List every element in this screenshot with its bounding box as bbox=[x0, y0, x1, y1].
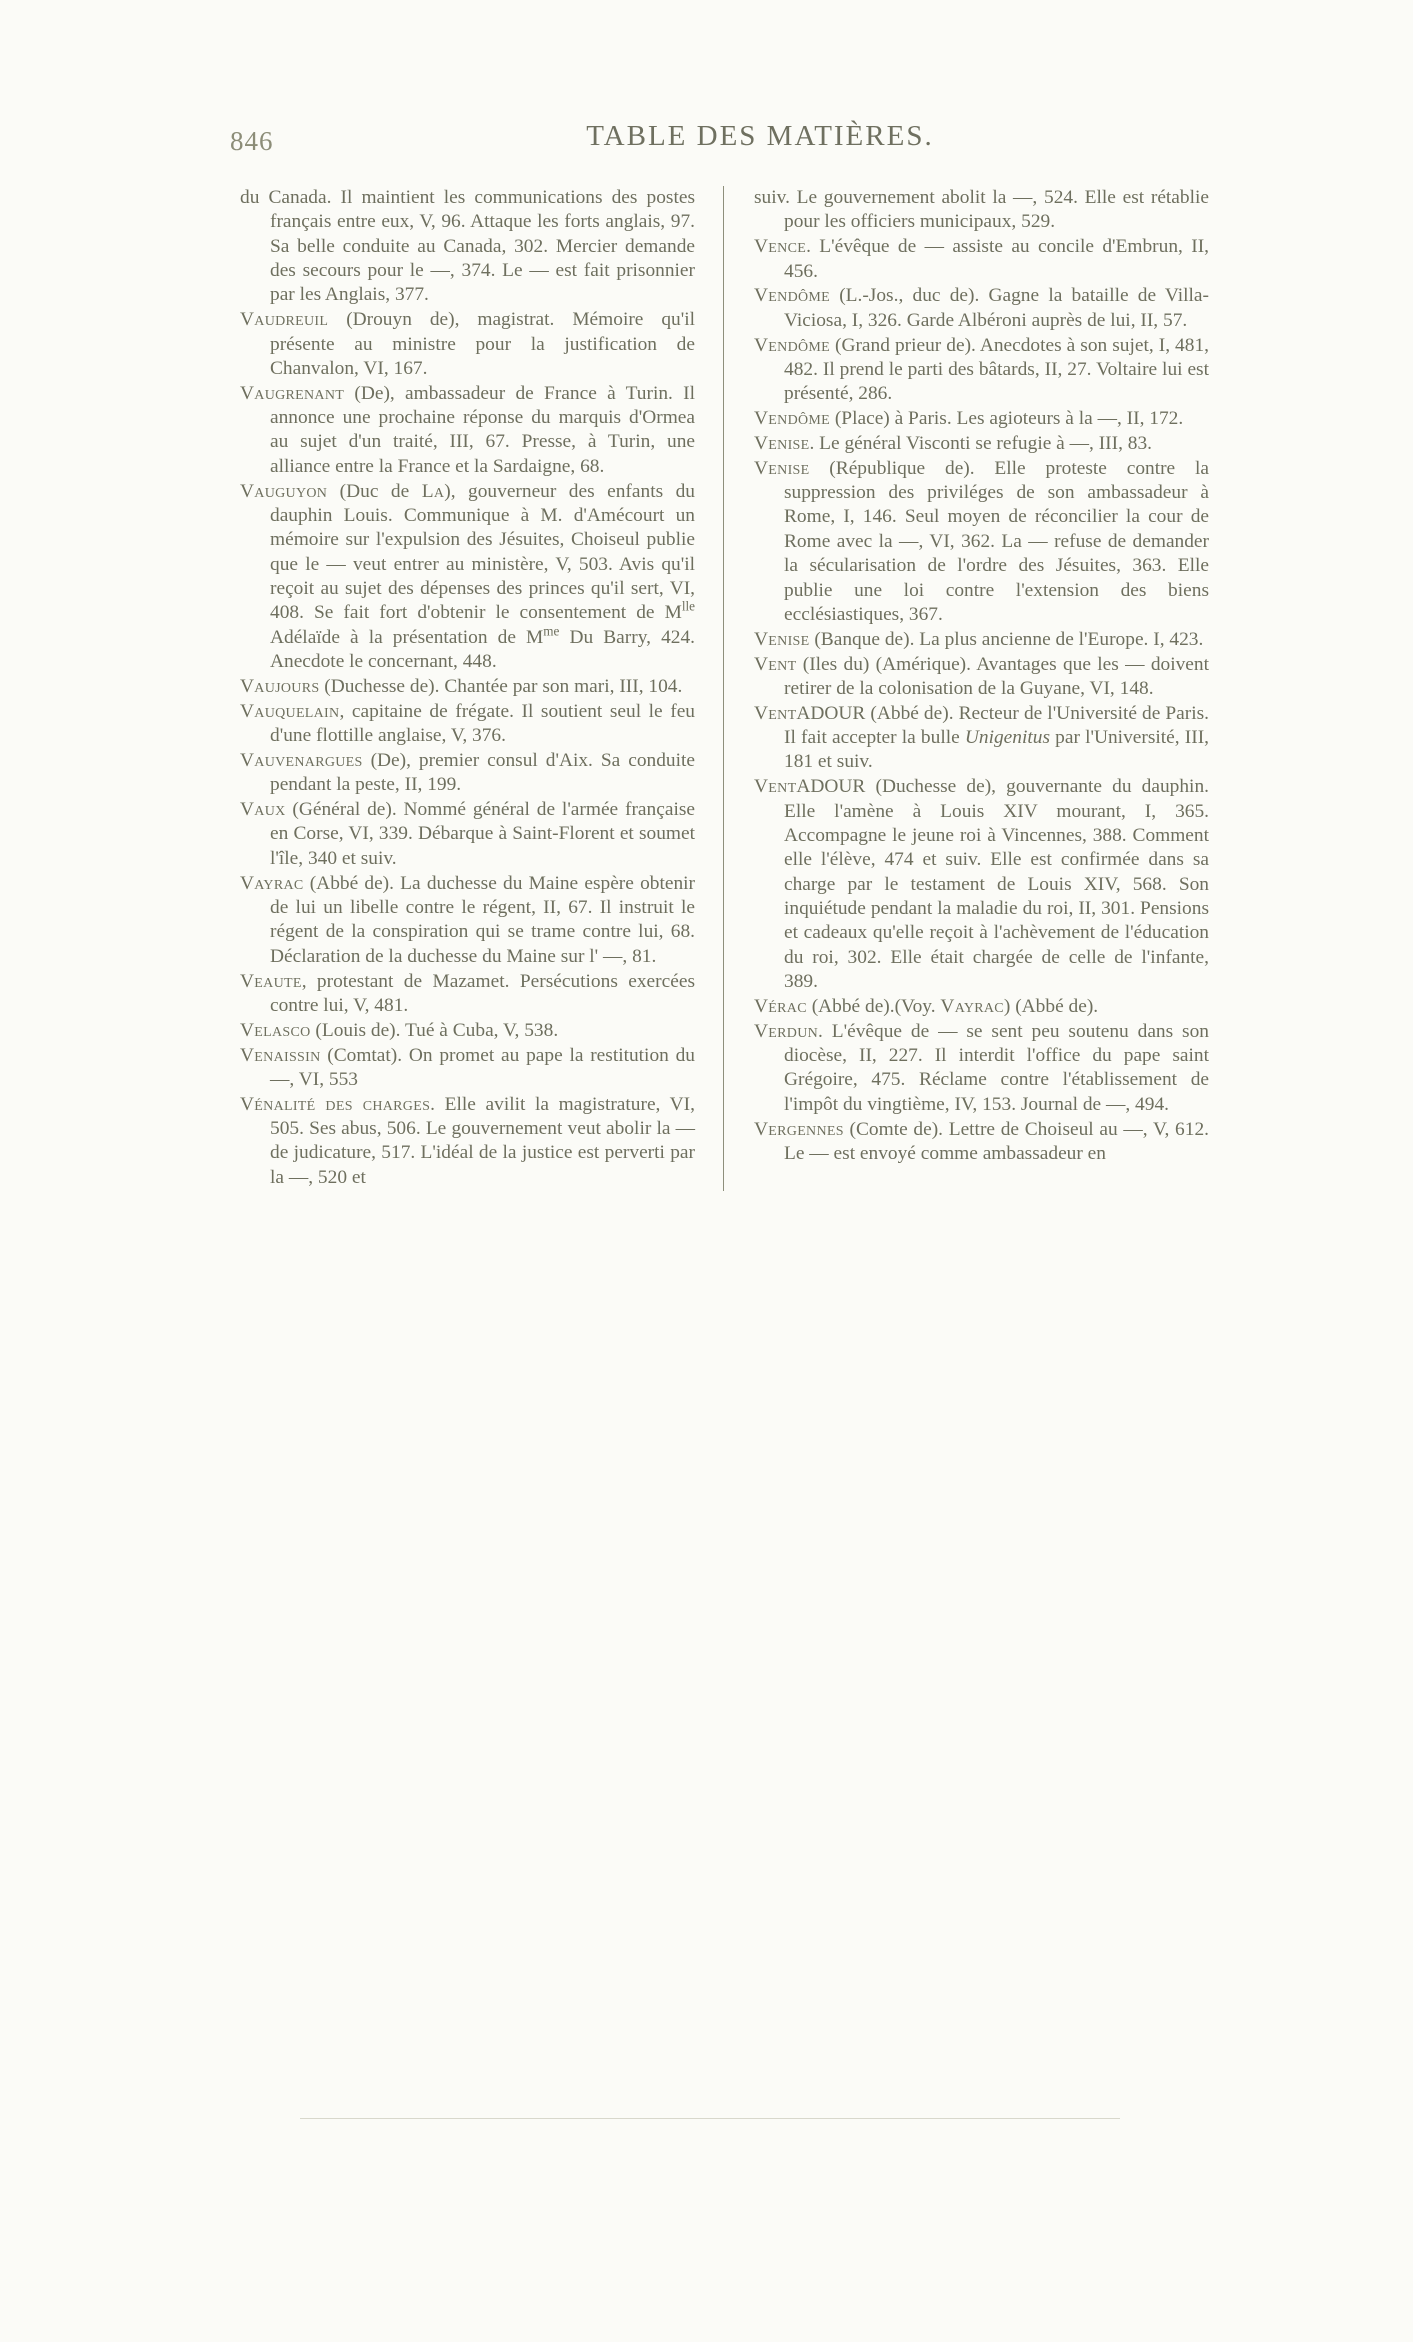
index-entry: Vaujours (Duchesse de). Chantée par son mari, III, 104. bbox=[240, 675, 683, 697]
index-entry: Vayrac (Abbé de). La duchesse du Maine espère obtenir de lui un libelle contre le régent, II, 67. Il instruit le régent de la conspiration qui se trame contre lui, 68. Déclaration de la duchesse du Maine sur l' —, 81. bbox=[240, 872, 695, 967]
index-entry: Venise (Banque de). La plus ancienne de l'Europe. I, 423. bbox=[754, 628, 1204, 650]
page-body bbox=[230, 120, 1240, 1191]
index-entry: VentADOUR (Abbé de). Recteur de l'Université de Paris. Il fait accepter la bulle Unigenitus par l'Université, III, 181 et suiv. bbox=[754, 702, 1209, 773]
index-entry: Vendôme (Place) à Paris. Les agioteurs à la —, II, 172. bbox=[754, 408, 1184, 430]
index-entry: Velasco (Louis de). Tué à Cuba, V, 538. bbox=[240, 1019, 559, 1041]
index-entry: Vergennes (Comte de). Lettre de Choiseul au —, V, 612. Le — est envoyé comme ambassadeur en bbox=[754, 1118, 1209, 1164]
index-entry: VentADOUR (Duchesse de), gouvernante du dauphin. Elle l'amène à Louis XIV mourant, I, 365. Accompagne le jeune roi à Vincennes, 388. Comment elle l'élève, 474 et suiv. Elle est confirmée dans sa charge par le testament de Louis XIV, 568. Son inquiétude pendant la maladie du roi, II, 301. Pensions et cadeaux qu'elle reçoit à l'achèvement de l'éducation du roi, 302. Elle était chargée de celle de l'infante, 389. bbox=[754, 776, 1209, 992]
right-column bbox=[724, 186, 1209, 1167]
index-entry: Vence. L'évêque de — assiste au concile d'Embrun, II, 456. bbox=[754, 236, 1209, 282]
index-entry: Vérac (Abbé de).(Voy. Vayrac) (Abbé de). bbox=[754, 995, 1099, 1017]
index-entry: Vaudreuil (Drouyn de), magistrat. Mémoire qu'il présente au ministre pour la justification de Chanvalon, VI, 167. bbox=[240, 309, 695, 379]
page-header bbox=[230, 120, 1240, 160]
index-entry: Venaissin (Comtat). On promet au pape la restitution du —, VI, 553 bbox=[240, 1044, 695, 1090]
running-head: TABLE DES MATIÈRES. bbox=[586, 120, 934, 152]
index-entry: Vauvenargues (De), premier consul d'Aix. Sa conduite pendant la peste, II, 199. bbox=[240, 749, 695, 796]
folio-number: 846 bbox=[230, 126, 274, 156]
index-entry: Vaugrenant (De), ambassadeur de France à Turin. Il annonce une prochaine réponse du marquis d'Ormea au sujet d'un traité, III, 67. Presse, à Turin, une alliance entre la France et la Sardaigne, 68. bbox=[240, 382, 695, 477]
index-entry: Vaux (Général de). Nommé général de l'armée française en Corse, VI, 339. Débarque à Saint-Florent et soumet l'île, 340 et suiv. bbox=[240, 799, 695, 869]
page-bottom-rule bbox=[300, 2118, 1120, 2119]
index-entry: Vauguyon (Duc de La), gouverneur des enfants du dauphin Louis. Communique à M. d'Amécourt un mémoire sur l'expulsion des Jésuites, Choiseul publie que le — veut entrer au ministère, V, 503. Avis qu'il reçoit au sujet des dépenses des princes qu'il sert, VI, 408. Se fait fort d'obtenir le consentement de $M^{lle}$ Adélaïde à la présentation de $M^{me}$ Du Barry, 424. Anecdote le concernant, 448. bbox=[240, 480, 695, 673]
index-entry: Venise (République de). Elle proteste contre la suppression des priviléges de son ambassadeur à Rome, I, 146. Seul moyen de réconcilier la cour de Rome avec la —, VI, 362. La — refuse de demander la sécularisation de l'ordre des Jésuites, 363. Elle publie une loi contre l'extension des biens ecclésiastiques, 367. bbox=[754, 457, 1209, 625]
index-entry: Vendôme (L.-Jos., duc de). Gagne la bataille de Villa-Viciosa, I, 326. Garde Albéroni auprès de lui, II, 57. bbox=[754, 285, 1209, 331]
two-column-layout bbox=[240, 186, 1240, 1191]
index-entry: du Canada. Il maintient les communications des postes français entre eux, V, 96. Attaque les forts anglais, 97. Sa belle conduite au Canada, 302. Mercier demande des secours pour le —, 374. Le — est fait prisonnier par les Anglais, 377. bbox=[240, 187, 695, 306]
index-entry: Vénalité des charges. Elle avilit la magistrature, VI, 505. Ses abus, 506. Le gouvernement veut abolir la — de judicature, 517. L'idéal de la justice est perverti par la —, 520 et bbox=[240, 1093, 695, 1188]
index-entry: Vendôme (Grand prieur de). Anecdotes à son sujet, I, 481, 482. Il prend le parti des bâtards, II, 27. Voltaire lui est présenté, 286. bbox=[754, 334, 1209, 405]
index-entry: Vent (Iles du) (Amérique). Avantages que les — doivent retirer de la colonisation de la Guyane, VI, 148. bbox=[754, 653, 1209, 699]
left-column bbox=[240, 186, 724, 1191]
index-entry: Venise. Le général Visconti se refugie à —, III, 83. bbox=[754, 432, 1153, 454]
index-entry: suiv. Le gouvernement abolit la —, 524. Elle est rétablie pour les officiers municipaux, 529. bbox=[754, 187, 1209, 233]
index-entry: Vauquelain, capitaine de frégate. Il soutient seul le feu d'une flottille anglaise, V, 376. bbox=[240, 700, 695, 747]
index-entry: Verdun. L'évêque de — se sent peu soutenu dans son diocèse, II, 227. Il interdit l'office du pape saint Grégoire, 475. Réclame contre l'établissement de l'impôt du vingtième, IV, 153. Journal de —, 494. bbox=[754, 1020, 1209, 1115]
index-entry: Veaute, protestant de Mazamet. Persécutions exercées contre lui, V, 481. bbox=[240, 970, 695, 1016]
